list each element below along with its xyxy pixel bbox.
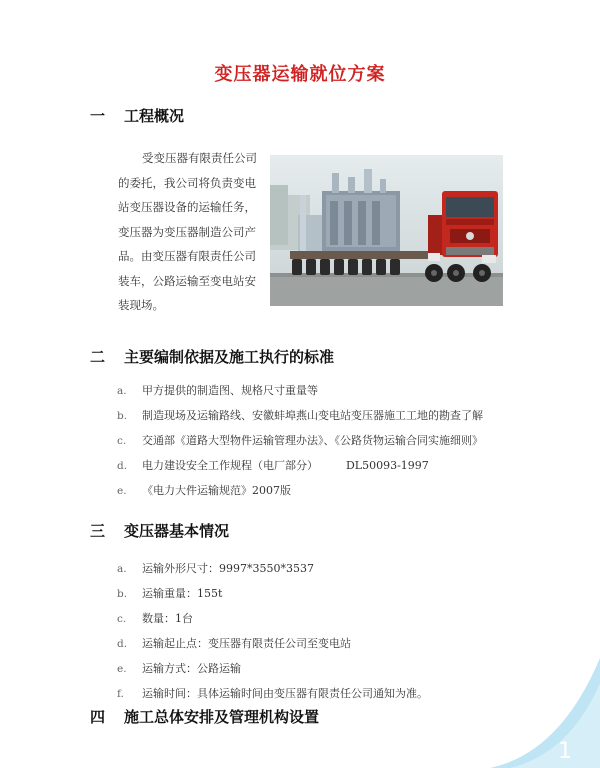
- list-item: [117, 432, 483, 457]
- list-marker: a.: [117, 385, 127, 397]
- corner-decoration: [490, 658, 600, 768]
- list-item-text: 运输外形尺寸：9997*3550*3537: [142, 562, 314, 575]
- list-item: [117, 660, 428, 685]
- list-item-text: 制造现场及运输路线、安徽蚌埠燕山变电站变压器施工工地的勘查了解: [142, 409, 483, 422]
- section-heading-organization: [90, 706, 319, 727]
- document-title: 变压器运输就位方案: [214, 64, 386, 85]
- list-item-text: 数量：1台: [142, 612, 193, 625]
- list-marker: c.: [117, 613, 127, 625]
- section-title: 主要编制依据及施工执行的标准: [124, 348, 335, 366]
- list-marker: c.: [117, 435, 127, 447]
- list-item-text: 《电力大件运输规范》2007版: [142, 484, 291, 497]
- list-item: [117, 382, 483, 407]
- list-item: [117, 585, 428, 610]
- list-marker: d.: [117, 638, 128, 650]
- list-marker: d.: [117, 460, 128, 472]
- list-item: [117, 610, 428, 635]
- list-item-text: 运输重量：155t: [142, 587, 223, 600]
- list-marker: b.: [117, 588, 128, 600]
- list-marker: a.: [117, 563, 127, 575]
- section-heading-transformer: [90, 520, 229, 541]
- list-item-text: 甲方提供的制造图、规格尺寸重量等: [142, 384, 318, 397]
- list-item-text: 电力建设安全工作规程（电厂部分） DL50093-1997: [142, 459, 429, 472]
- list-marker: f.: [117, 688, 124, 700]
- section-heading-basis: [90, 346, 334, 367]
- section-number: 一: [90, 107, 106, 125]
- section-number: 二: [90, 348, 106, 366]
- transformer-info-list: [117, 560, 428, 710]
- transport-photo: [270, 155, 503, 306]
- list-marker: e.: [117, 663, 127, 675]
- list-item: [117, 482, 483, 507]
- list-item: [117, 407, 483, 432]
- section-number: 三: [90, 522, 106, 540]
- section-title: 变压器基本情况: [124, 522, 230, 540]
- section-number: 四: [90, 708, 106, 726]
- list-marker: e.: [117, 485, 127, 497]
- list-item-text: 交通部《道路大型物件运输管理办法》、《公路货物运输合同实施细则》: [142, 434, 483, 447]
- list-item: [117, 635, 428, 660]
- basis-list: [117, 382, 483, 507]
- section-heading-overview: [90, 105, 184, 126]
- section-title: 工程概况: [124, 107, 185, 125]
- section-title: 施工总体安排及管理机构设置: [124, 708, 320, 726]
- page-number: 1: [558, 739, 572, 764]
- list-item: [117, 457, 483, 482]
- list-item-text: 运输时间：具体运输时间由变压器有限责任公司通知为准。: [142, 687, 428, 700]
- list-item-text: 运输方式：公路运输: [142, 662, 241, 675]
- list-item: [117, 560, 428, 585]
- list-marker: b.: [117, 410, 128, 422]
- list-item-text: 运输起止点：变压器有限责任公司至变电站: [142, 637, 351, 650]
- overview-paragraph: 受变压器有限责任公司的委托，我公司将负责变电站变压器设备的运输任务，变压器为变压器制造公司产品。由变压器有限责任公司装车，公路运输至变电站安装现场。: [118, 151, 257, 312]
